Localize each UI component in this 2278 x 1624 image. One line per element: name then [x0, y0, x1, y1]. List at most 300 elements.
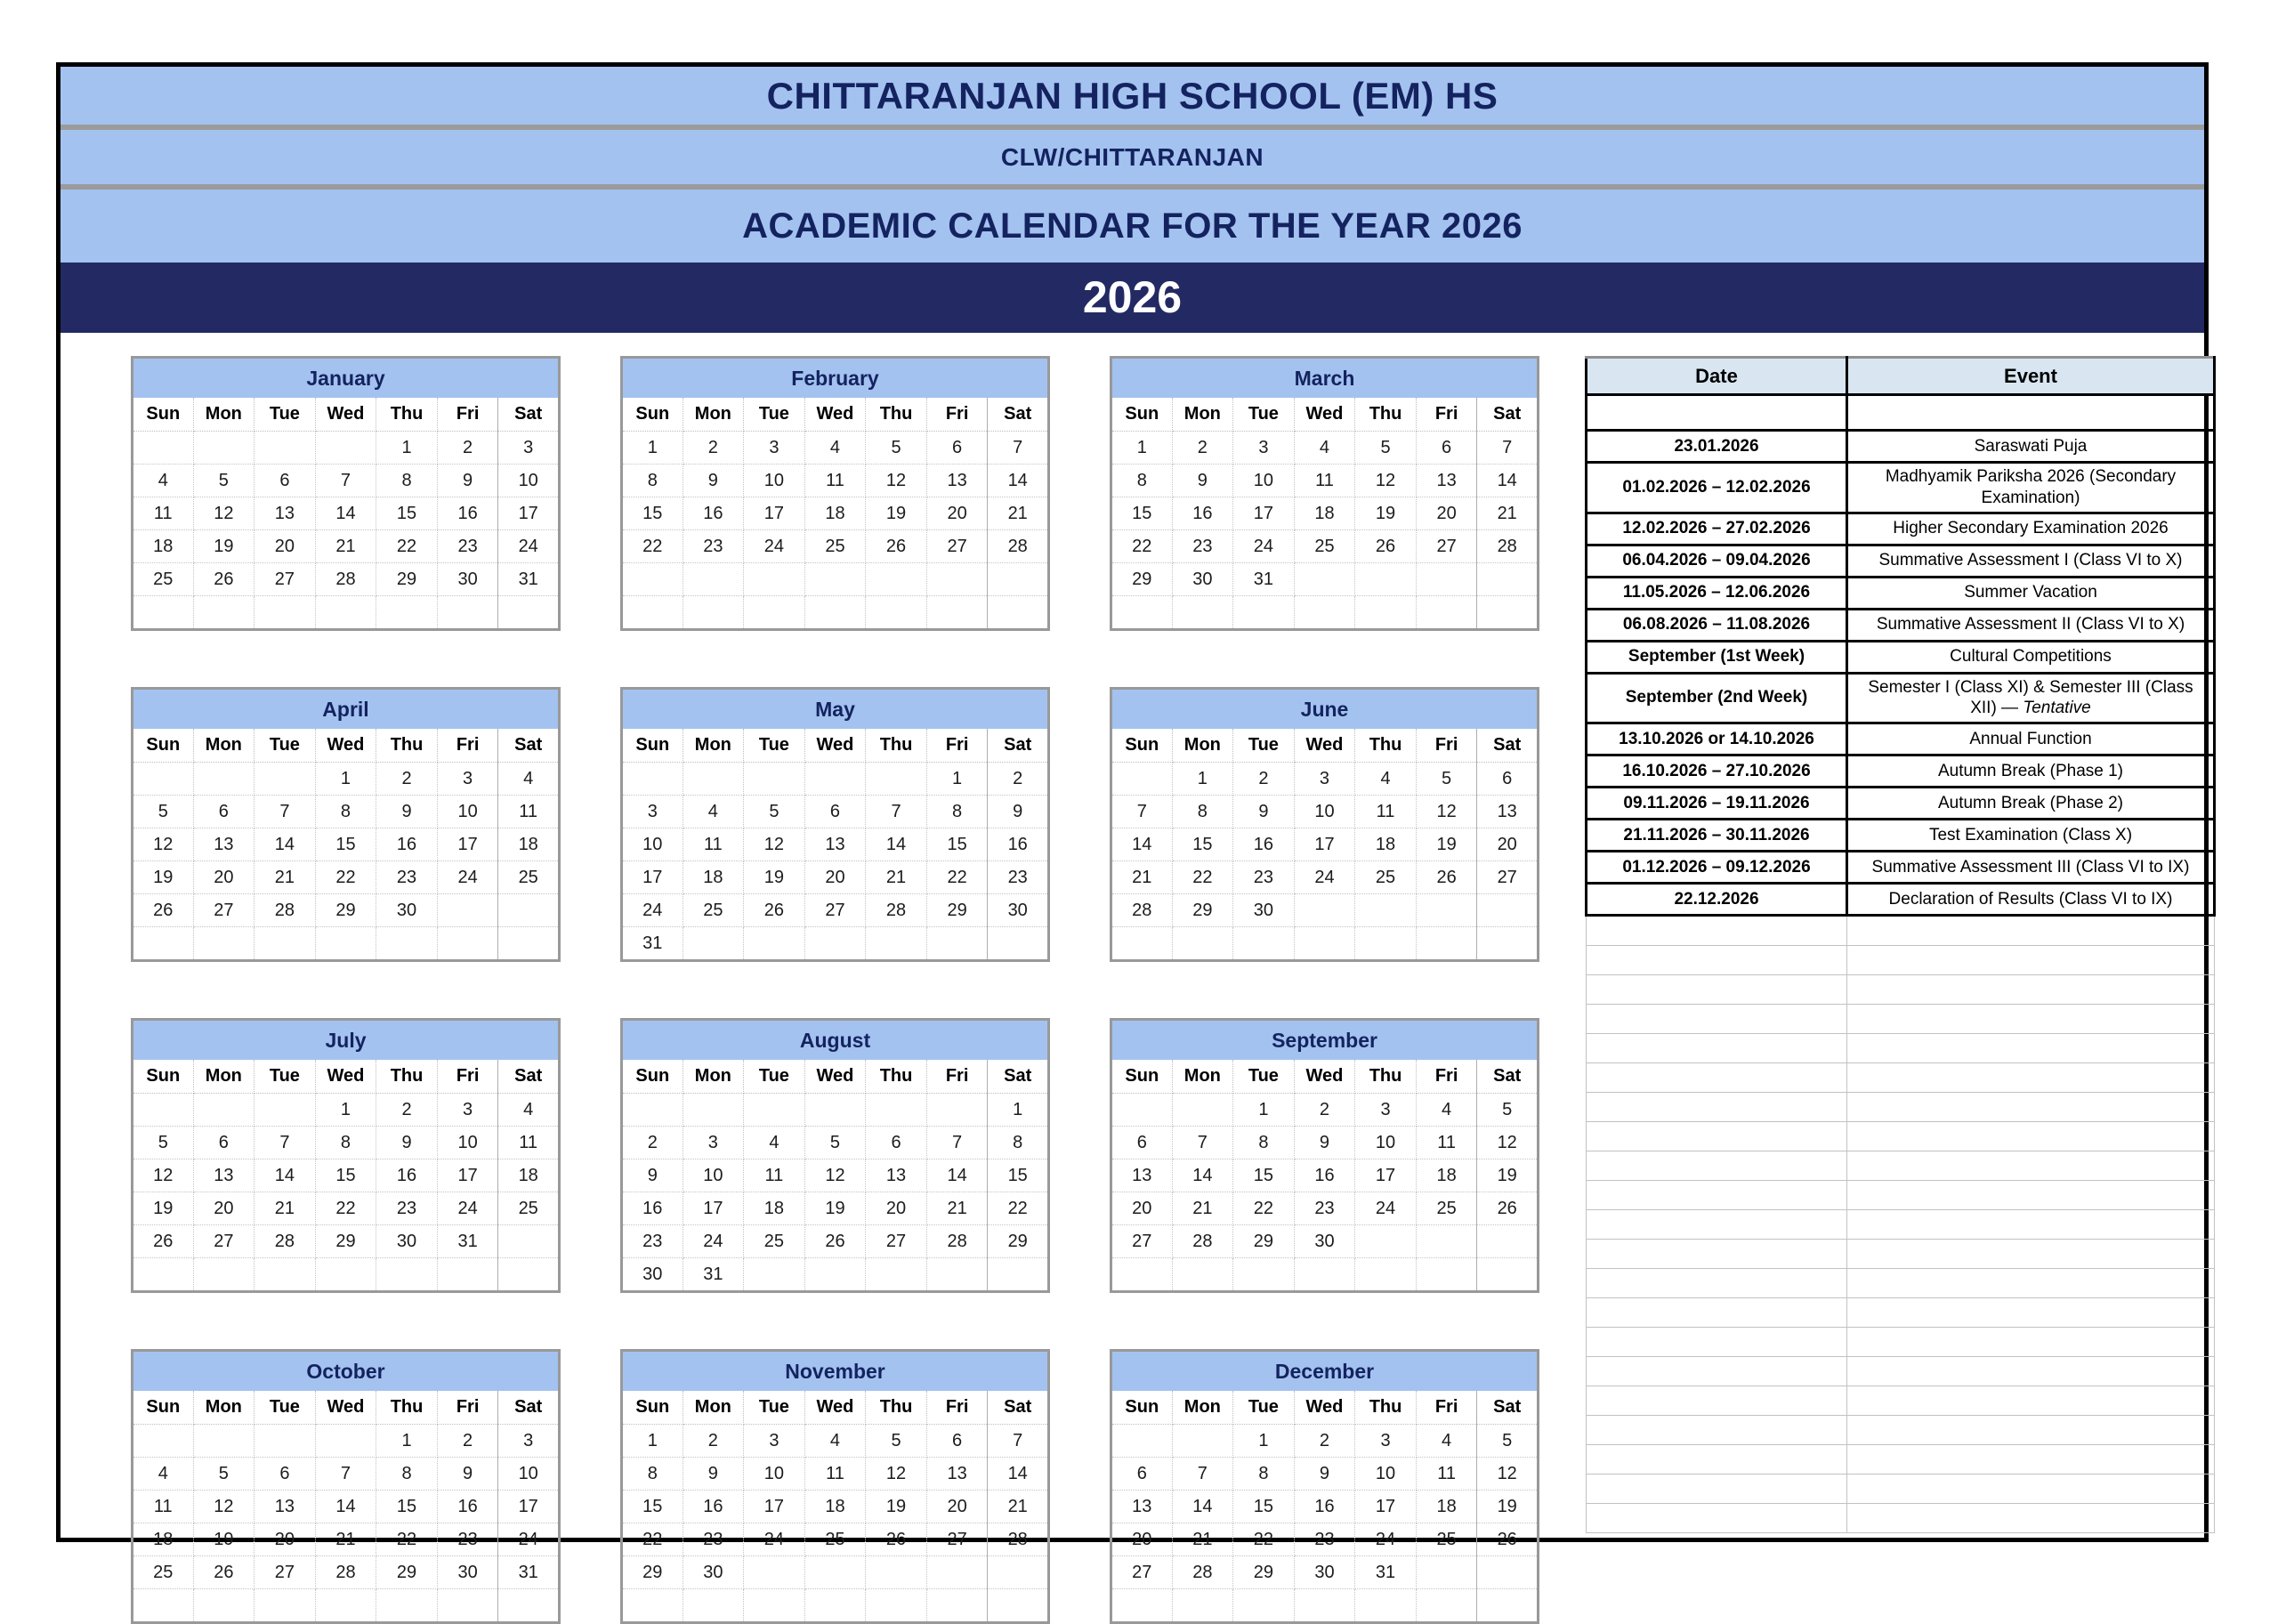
week-row: [133, 927, 560, 961]
calendar-day-cell: 9: [376, 796, 438, 828]
week-row: [133, 1589, 560, 1623]
calendar-day-cell: 17: [1355, 1491, 1417, 1523]
week-row: [133, 1094, 560, 1127]
day-header: Thu: [376, 1060, 438, 1094]
calendar-day-cell: [254, 1094, 316, 1127]
calendar-day-cell: 6: [254, 1458, 316, 1491]
calendar-day-cell: [193, 927, 254, 961]
day-header: Tue: [1233, 729, 1295, 763]
calendar-day-cell: 11: [744, 1159, 805, 1192]
week-row: [1111, 1258, 1539, 1292]
calendar-day-cell: 14: [1111, 828, 1173, 861]
calendar-day-cell: 9: [437, 465, 498, 497]
calendar-day-cell: 16: [1172, 497, 1233, 530]
month-title-row: [133, 1351, 560, 1392]
calendar-day-cell: [315, 1425, 376, 1458]
empty-row: [1587, 1328, 2215, 1357]
calendar-day-cell: 21: [988, 497, 1049, 530]
calendar-day-cell: 26: [133, 894, 194, 927]
calendar-day-cell: 28: [1477, 530, 1539, 563]
calendar-day-cell: [926, 1556, 988, 1589]
empty-date-cell: [1587, 1122, 1847, 1151]
calendar-day-cell: 3: [498, 1425, 560, 1458]
day-header: Mon: [193, 1060, 254, 1094]
calendar-day-cell: 29: [1233, 1556, 1295, 1589]
calendar-day-cell: [622, 763, 683, 796]
calendar-day-cell: 24: [1355, 1523, 1417, 1556]
calendar-day-cell: 23: [622, 1225, 683, 1258]
calendar-day-cell: 23: [437, 530, 498, 563]
calendar-day-cell: 29: [376, 563, 438, 596]
calendar-day-cell: 1: [376, 432, 438, 465]
calendar-day-cell: 17: [683, 1192, 744, 1225]
event-row: [1587, 641, 2215, 673]
calendar-day-cell: [498, 1589, 560, 1623]
day-header: Tue: [744, 1060, 805, 1094]
calendar-day-cell: [1233, 927, 1295, 961]
event-name-cell: Test Examination (Class X): [1847, 820, 2215, 852]
event-row: [1587, 788, 2215, 820]
month-title: November: [622, 1351, 1049, 1392]
calendar-day-cell: 23: [988, 861, 1049, 894]
calendar-day-cell: [744, 763, 805, 796]
calendar-day-cell: 13: [1111, 1491, 1173, 1523]
calendar-day-cell: [1416, 927, 1477, 961]
calendar-day-cell: [866, 1094, 927, 1127]
week-row: [133, 1127, 560, 1159]
calendar-day-cell: 18: [1294, 497, 1355, 530]
calendar-day-cell: [866, 1258, 927, 1292]
week-row: [1111, 1094, 1539, 1127]
day-header: Wed: [315, 729, 376, 763]
month-title: January: [133, 358, 560, 399]
empty-row: [1587, 1269, 2215, 1298]
week-row: [622, 530, 1049, 563]
calendar-day-cell: 14: [866, 828, 927, 861]
week-row: [133, 530, 560, 563]
calendar-day-cell: 23: [376, 1192, 438, 1225]
calendar-day-cell: 10: [498, 465, 560, 497]
calendar-day-cell: [1416, 596, 1477, 630]
calendar-day-cell: [1233, 1589, 1295, 1623]
week-row: [133, 1225, 560, 1258]
week-row: [1111, 530, 1539, 563]
calendar-day-cell: 14: [315, 1491, 376, 1523]
calendar-day-cell: [866, 1589, 927, 1623]
calendar-day-cell: [926, 1258, 988, 1292]
event-date-cell: 06.04.2026 – 09.04.2026: [1587, 545, 1847, 577]
calendar-day-cell: 15: [926, 828, 988, 861]
calendar-day-cell: [988, 563, 1049, 596]
calendar-day-cell: 20: [193, 861, 254, 894]
calendar-day-cell: [1172, 1425, 1233, 1458]
week-row: [1111, 1425, 1539, 1458]
empty-date-cell: [1587, 1034, 1847, 1063]
calendar-day-cell: [376, 596, 438, 630]
week-row: [133, 432, 560, 465]
calendar-day-cell: 6: [1111, 1127, 1173, 1159]
month-title: March: [1111, 358, 1539, 399]
calendar-day-cell: [1294, 894, 1355, 927]
calendar-day-cell: [622, 563, 683, 596]
day-header-row: [133, 398, 560, 432]
calendar-day-cell: [193, 432, 254, 465]
week-row: [622, 894, 1049, 927]
calendar-day-cell: [804, 1556, 866, 1589]
calendar-day-cell: 21: [1172, 1523, 1233, 1556]
week-row: [622, 1425, 1049, 1458]
calendar-day-cell: 16: [376, 828, 438, 861]
calendar-day-cell: [1355, 1225, 1417, 1258]
calendar-day-cell: [1111, 763, 1173, 796]
calendar-day-cell: 4: [133, 1458, 194, 1491]
calendar-day-cell: 21: [988, 1491, 1049, 1523]
day-header: Sun: [133, 729, 194, 763]
calendar-day-cell: [1172, 1589, 1233, 1623]
calendar-day-cell: 7: [254, 796, 316, 828]
month-title: August: [622, 1020, 1049, 1061]
school-location: CLW/CHITTARANJAN: [61, 130, 2204, 184]
calendar-day-cell: [254, 927, 316, 961]
day-header: Sun: [622, 1060, 683, 1094]
calendar-day-cell: 28: [254, 894, 316, 927]
calendar-day-cell: 17: [744, 1491, 805, 1523]
calendar-day-cell: 19: [1355, 497, 1417, 530]
day-header: Sat: [988, 729, 1049, 763]
calendar-day-cell: 30: [683, 1556, 744, 1589]
day-header: Mon: [1172, 729, 1233, 763]
calendar-day-cell: 25: [1416, 1192, 1477, 1225]
calendar-day-cell: [1477, 1589, 1539, 1623]
month-title-row: [622, 1351, 1049, 1392]
day-header: Fri: [437, 1060, 498, 1094]
calendar-day-cell: 28: [1172, 1556, 1233, 1589]
calendar-day-cell: 28: [1111, 894, 1173, 927]
calendar-day-cell: [1477, 1258, 1539, 1292]
calendar-day-cell: 20: [1416, 497, 1477, 530]
empty-row: [1587, 1445, 2215, 1475]
event-row: [1587, 577, 2215, 609]
day-header: Fri: [1416, 1060, 1477, 1094]
calendar-day-cell: 27: [1477, 861, 1539, 894]
calendar-day-cell: 11: [1355, 796, 1417, 828]
week-row: [133, 828, 560, 861]
calendar-day-cell: 24: [437, 1192, 498, 1225]
calendar-day-cell: 25: [133, 1556, 194, 1589]
calendar-day-cell: [683, 563, 744, 596]
calendar-day-cell: 10: [1233, 465, 1295, 497]
calendar-day-cell: 26: [1477, 1523, 1539, 1556]
calendar-day-cell: 29: [622, 1556, 683, 1589]
calendar-day-cell: 17: [1355, 1159, 1417, 1192]
day-header: Fri: [1416, 1391, 1477, 1425]
empty-event-cell: [1847, 1005, 2215, 1034]
day-header: Thu: [376, 398, 438, 432]
week-row: [1111, 1225, 1539, 1258]
calendar-day-cell: 18: [498, 1159, 560, 1192]
calendar-day-cell: 2: [1294, 1094, 1355, 1127]
day-header: Sun: [622, 1391, 683, 1425]
calendar-day-cell: 31: [437, 1225, 498, 1258]
calendar-day-cell: 2: [437, 1425, 498, 1458]
calendar-day-cell: 31: [498, 1556, 560, 1589]
day-header: Sun: [133, 398, 194, 432]
day-header: Sun: [133, 1391, 194, 1425]
week-row: [133, 1258, 560, 1292]
day-header: Tue: [744, 729, 805, 763]
calendar-day-cell: 30: [437, 563, 498, 596]
month-calendar-may: [620, 687, 1050, 962]
calendar-day-cell: 28: [315, 1556, 376, 1589]
calendar-day-cell: [437, 1258, 498, 1292]
week-row: [622, 465, 1049, 497]
event-row: [1587, 852, 2215, 884]
calendar-day-cell: [1477, 596, 1539, 630]
calendar-day-cell: 31: [622, 927, 683, 961]
calendar-day-cell: [1416, 563, 1477, 596]
calendar-day-cell: 30: [1294, 1225, 1355, 1258]
calendar-day-cell: [744, 1589, 805, 1623]
event-date-cell: September (1st Week): [1587, 641, 1847, 673]
day-header: Wed: [315, 398, 376, 432]
day-header: Sat: [1477, 1060, 1539, 1094]
calendar-day-cell: 4: [1416, 1094, 1477, 1127]
empty-event-cell: [1847, 1386, 2215, 1416]
calendar-day-cell: 14: [1172, 1159, 1233, 1192]
calendar-day-cell: [622, 596, 683, 630]
calendar-day-cell: 24: [683, 1225, 744, 1258]
calendar-day-cell: 7: [988, 1425, 1049, 1458]
page-title: ACADEMIC CALENDAR FOR THE YEAR 2026: [61, 190, 2204, 263]
event-date-cell: 09.11.2026 – 19.11.2026: [1587, 788, 1847, 820]
calendar-day-cell: 7: [1172, 1458, 1233, 1491]
calendar-day-cell: [1355, 596, 1417, 630]
calendar-day-cell: 4: [683, 796, 744, 828]
calendar-day-cell: [1416, 1589, 1477, 1623]
day-header-row: [622, 1391, 1049, 1425]
calendar-day-cell: [744, 927, 805, 961]
day-header: Tue: [744, 398, 805, 432]
calendar-day-cell: 27: [254, 1556, 316, 1589]
calendar-day-cell: 13: [866, 1159, 927, 1192]
calendar-day-cell: 19: [193, 1523, 254, 1556]
calendar-day-cell: 21: [315, 1523, 376, 1556]
calendar-day-cell: 12: [866, 465, 927, 497]
week-row: [1111, 796, 1539, 828]
empty-row: [1587, 1475, 2215, 1504]
month-title-row: [1111, 358, 1539, 399]
empty-event-cell: [1847, 916, 2215, 946]
calendar-day-cell: 18: [1416, 1491, 1477, 1523]
empty-date-cell: [1587, 1298, 1847, 1328]
day-header: Thu: [1355, 729, 1417, 763]
calendar-day-cell: 11: [1294, 465, 1355, 497]
calendar-day-cell: 6: [866, 1127, 927, 1159]
calendar-day-cell: 23: [1233, 861, 1295, 894]
empty-event-cell: [1847, 1416, 2215, 1445]
week-row: [1111, 763, 1539, 796]
calendar-day-cell: 29: [1111, 563, 1173, 596]
empty-date-cell: [1587, 1386, 1847, 1416]
calendar-day-cell: 6: [1477, 763, 1539, 796]
event-date-cell: 06.08.2026 – 11.08.2026: [1587, 609, 1847, 641]
day-header: Sun: [1111, 398, 1173, 432]
calendar-day-cell: 11: [1416, 1458, 1477, 1491]
week-row: [1111, 927, 1539, 961]
calendar-day-cell: 19: [1416, 828, 1477, 861]
empty-row: [1587, 1005, 2215, 1034]
calendar-day-cell: 3: [622, 796, 683, 828]
day-header: Mon: [683, 1060, 744, 1094]
empty-event-cell: [1847, 946, 2215, 975]
empty-event-cell: [1847, 1240, 2215, 1269]
calendar-day-cell: [315, 927, 376, 961]
calendar-day-cell: [376, 1589, 438, 1623]
empty-row: [1587, 1122, 2215, 1151]
calendar-day-cell: 8: [376, 1458, 438, 1491]
empty-row: [1587, 1210, 2215, 1240]
calendar-day-cell: [193, 1589, 254, 1623]
calendar-day-cell: [1111, 1258, 1173, 1292]
calendar-day-cell: 5: [866, 1425, 927, 1458]
day-header: Thu: [376, 1391, 438, 1425]
event-name-cell: Summative Assessment III (Class VI to IX): [1847, 852, 2215, 884]
week-row: [622, 1225, 1049, 1258]
day-header-row: [1111, 729, 1539, 763]
calendar-day-cell: 22: [622, 530, 683, 563]
calendar-day-cell: 27: [254, 563, 316, 596]
event-name-cell: Madhyamik Pariksha 2026 (Secondary Examination): [1847, 463, 2215, 513]
calendar-day-cell: [193, 1094, 254, 1127]
month-calendar-december: [1110, 1349, 1539, 1624]
day-header: Wed: [1294, 398, 1355, 432]
week-row: [1111, 1589, 1539, 1623]
calendar-day-cell: 23: [1294, 1192, 1355, 1225]
event-row: [1587, 545, 2215, 577]
calendar-day-cell: 16: [437, 1491, 498, 1523]
calendar-day-cell: 13: [926, 465, 988, 497]
event-date-cell: 01.12.2026 – 09.12.2026: [1587, 852, 1847, 884]
calendar-day-cell: 10: [1294, 796, 1355, 828]
calendar-day-cell: [866, 1556, 927, 1589]
day-header: Thu: [866, 1060, 927, 1094]
calendar-day-cell: 18: [683, 861, 744, 894]
calendar-day-cell: [376, 927, 438, 961]
calendar-day-cell: 21: [315, 530, 376, 563]
day-header: Sat: [988, 398, 1049, 432]
calendar-day-cell: 1: [376, 1425, 438, 1458]
calendar-day-cell: 12: [1477, 1127, 1539, 1159]
calendar-day-cell: 2: [988, 763, 1049, 796]
week-row: [133, 1425, 560, 1458]
calendar-day-cell: 10: [1355, 1127, 1417, 1159]
event-date-cell: 12.02.2026 – 27.02.2026: [1587, 513, 1847, 545]
calendar-day-cell: 20: [1477, 828, 1539, 861]
calendar-day-cell: 2: [1233, 763, 1295, 796]
calendar-day-cell: 6: [1111, 1458, 1173, 1491]
calendar-day-cell: 11: [498, 796, 560, 828]
event-row: [1587, 755, 2215, 788]
calendar-day-cell: [1477, 894, 1539, 927]
calendar-day-cell: 15: [622, 497, 683, 530]
calendar-day-cell: 28: [988, 530, 1049, 563]
calendar-day-cell: 7: [254, 1127, 316, 1159]
calendar-day-cell: 5: [193, 465, 254, 497]
day-header: Thu: [376, 729, 438, 763]
calendar-day-cell: 12: [133, 1159, 194, 1192]
empty-event-cell: [1847, 1445, 2215, 1475]
week-row: [133, 563, 560, 596]
calendar-day-cell: 31: [498, 563, 560, 596]
calendar-day-cell: [376, 1258, 438, 1292]
calendar-day-cell: [315, 432, 376, 465]
calendar-day-cell: 5: [193, 1458, 254, 1491]
day-header-row: [133, 1060, 560, 1094]
calendar-day-cell: 13: [193, 828, 254, 861]
calendar-day-cell: [744, 563, 805, 596]
calendar-day-cell: [1355, 563, 1417, 596]
empty-row: [1587, 1034, 2215, 1063]
day-header-row: [622, 398, 1049, 432]
day-header: Tue: [254, 1060, 316, 1094]
calendar-day-cell: 24: [1355, 1192, 1417, 1225]
day-header: Wed: [315, 1060, 376, 1094]
week-row: [1111, 861, 1539, 894]
calendar-day-cell: 15: [1111, 497, 1173, 530]
week-row: [1111, 1127, 1539, 1159]
event-row: [1587, 673, 2215, 723]
calendar-day-cell: 11: [1416, 1127, 1477, 1159]
calendar-day-cell: [804, 563, 866, 596]
calendar-day-cell: 19: [866, 497, 927, 530]
calendar-day-cell: 4: [498, 763, 560, 796]
calendar-day-cell: 5: [1477, 1425, 1539, 1458]
calendar-day-cell: 14: [315, 497, 376, 530]
calendar-day-cell: 7: [315, 1458, 376, 1491]
empty-row: [1587, 1181, 2215, 1210]
month-title-row: [133, 1020, 560, 1061]
calendar-day-cell: [744, 1094, 805, 1127]
calendar-day-cell: 22: [988, 1192, 1049, 1225]
calendar-day-cell: 19: [193, 530, 254, 563]
calendar-day-cell: 11: [804, 465, 866, 497]
calendar-day-cell: 12: [1355, 465, 1417, 497]
calendar-day-cell: 4: [498, 1094, 560, 1127]
calendar-day-cell: [988, 596, 1049, 630]
day-header: Sun: [622, 398, 683, 432]
empty-row: [1587, 1386, 2215, 1416]
calendar-day-cell: 14: [254, 1159, 316, 1192]
day-header: Wed: [315, 1391, 376, 1425]
week-row: [622, 1192, 1049, 1225]
week-row: [133, 763, 560, 796]
week-row: [133, 894, 560, 927]
day-header: Sat: [498, 1060, 560, 1094]
month-title-row: [133, 689, 560, 730]
calendar-day-cell: [744, 1258, 805, 1292]
calendar-day-cell: 9: [376, 1127, 438, 1159]
calendar-day-cell: 3: [437, 763, 498, 796]
calendar-day-cell: [1294, 927, 1355, 961]
event-name-cell: Saraswati Puja: [1847, 431, 2215, 463]
event-date-cell: 21.11.2026 – 30.11.2026: [1587, 820, 1847, 852]
calendar-day-cell: 8: [315, 796, 376, 828]
event-row: [1587, 820, 2215, 852]
empty-row: [1587, 1504, 2215, 1533]
calendar-day-cell: 8: [1233, 1127, 1295, 1159]
calendar-day-cell: 1: [622, 432, 683, 465]
calendar-day-cell: 26: [1416, 861, 1477, 894]
